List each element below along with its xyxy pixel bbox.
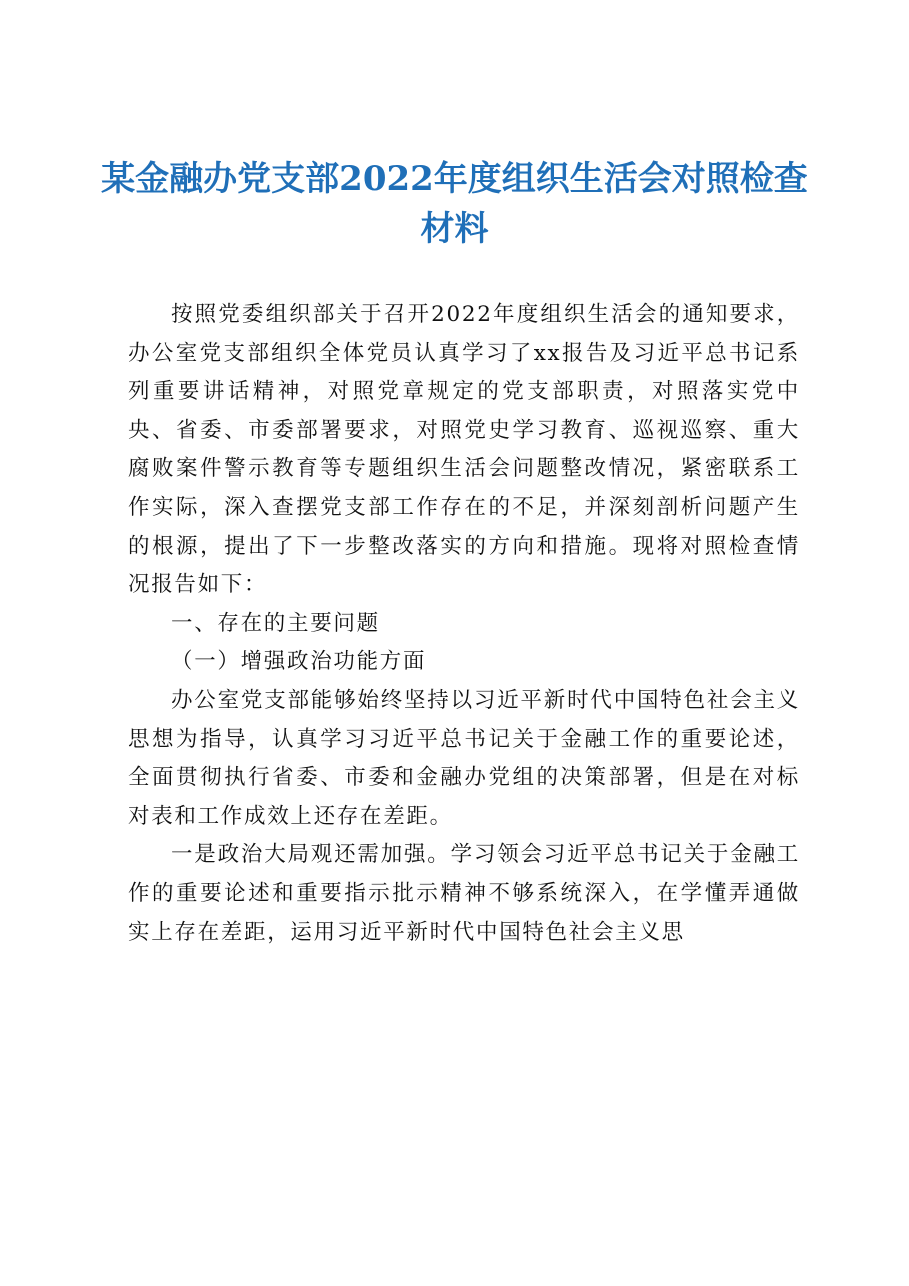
paragraph-point-one: 一是政治大局观还需加强。学习领会习近平总书记关于金融工作的重要论述和重要指示批示精神不够系统深入，在学懂弄通做实上存在差距，运用习近平新时代中国特色社会主义思: [128, 842, 800, 945]
subsection-heading-political-function: （一）增强政治功能方面: [171, 649, 427, 675]
section-heading-problems: 一、存在的主要问题: [171, 610, 380, 636]
paragraph-intro: 按照党委组织部关于召开2022年度组织生活会的通知要求，办公室党支部组织全体党员认真学习了xx报告及习近平总书记系列重要讲话精神，对照党章规定的党支部职责，对照落实党中央、省委、市委部署要求，对照党史学习教育、巡视巡察、重大腐败案件警示教育等专题组织生活会问题整改情况，紧密联系工作实际，深入查摆党支部工作存在的不足，并深刻剖析问题产生的根源，提出了下一步整改落实的方向和措施。现将对照检查情况报告如下：: [128, 302, 800, 598]
paragraph-overview: 办公室党支部能够始终坚持以习近平新时代中国特色社会主义思想为指导，认真学习习近平总书记关于金融工作的重要论述，全面贯彻执行省委、市委和金融办党组的决策部署，但是在对标对表和工作成效上还存在差距。: [128, 687, 800, 829]
document-title: 某金融办党支部2022年度组织生活会对照检查材料: [101, 159, 808, 249]
document-body: [128, 296, 800, 952]
